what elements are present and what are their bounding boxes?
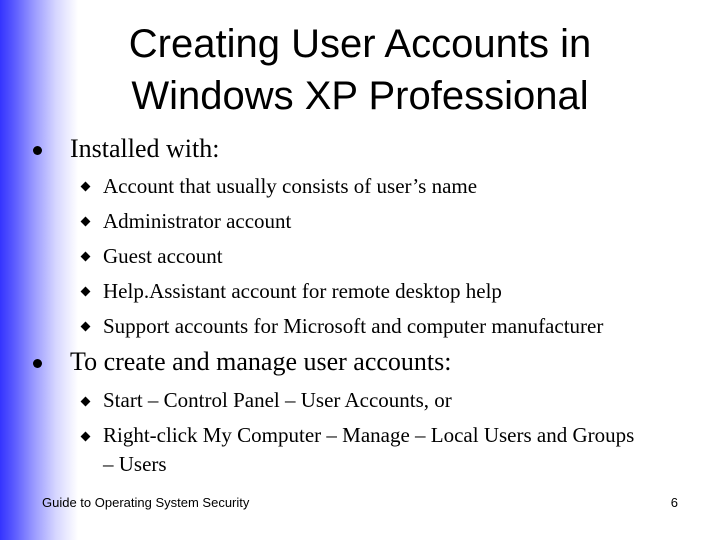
subitem-support-accounts: Support accounts for Microsoft and computer manufacturer <box>103 314 604 338</box>
title-line-2: Windows XP Professional <box>131 74 589 118</box>
bullet-create-manage-accounts: To create and manage user accounts: <box>70 347 452 376</box>
diamond-bullet-icon <box>81 432 91 442</box>
slide-title <box>60 18 660 122</box>
subitem-guest-account: Guest account <box>103 244 223 268</box>
slide-number: 6 <box>670 495 678 510</box>
bullet-dot-icon <box>33 146 42 155</box>
subitem-helpassistant-account: Help.Assistant account for remote desktop help <box>103 279 502 303</box>
footer-course-title: Guide to Operating System Security <box>42 495 250 510</box>
diamond-bullet-icon <box>81 397 91 407</box>
diamond-bullet-icon <box>81 322 91 332</box>
diamond-bullet-icon <box>81 217 91 227</box>
diamond-bullet-icon <box>81 287 91 297</box>
subitem-administrator-account: Administrator account <box>103 209 292 233</box>
title-line-1: Creating User Accounts in <box>128 22 592 66</box>
diamond-bullet-icon <box>81 182 91 192</box>
diamond-bullet-icon <box>81 252 91 262</box>
bullet-dot-icon <box>33 359 42 368</box>
subitem-right-click-my-computer: Right-click My Computer – Manage – Local Users and Groups – Users <box>103 423 635 476</box>
subitem-account-users-name: Account that usually consists of user’s name <box>103 174 478 198</box>
subitem-start-control-panel: Start – Control Panel – User Accounts, or <box>103 388 452 412</box>
bullet-installed-with: Installed with: <box>70 134 220 163</box>
